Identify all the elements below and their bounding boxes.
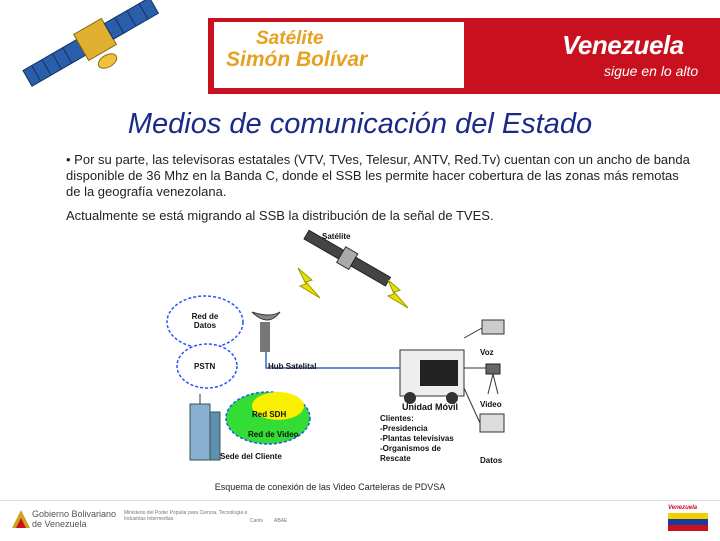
diagram-label-video: Video [480,400,502,409]
footer-gob-line1: Gobierno Bolivariano [32,509,117,519]
footer [0,500,720,541]
network-diagram [160,228,530,478]
diagram-label-satelite: Satélite [322,232,351,241]
venezuela-logo: Venezuela [562,30,684,60]
footer-cantv: Cantv [250,518,264,524]
diagram-clientes-item: -Presidencia [380,424,428,433]
satellite-logo-line1: Satélite [256,28,324,49]
phone-icon [482,320,504,334]
building-icon [190,394,220,460]
diagram-clientes-item: -Organismos de [380,444,441,453]
diagram-label-datos: Datos [480,456,503,465]
van-icon [400,350,464,404]
satellite-dish-icon [252,312,280,352]
diagram-label-hub: Hub Satelital [268,362,317,371]
footer-abae: ABAE [274,518,288,524]
diagram-clientes-title: Clientes: [380,414,414,423]
diagram-label-pstn: PSTN [194,362,216,371]
diagram-label-sede: Sede del Cliente [220,452,282,461]
diagram-clientes-item: -Plantas televisivas [380,434,454,443]
diagram-label-red-datos: Red de Datos [191,312,219,330]
diagram-label-unidad-movil: Unidad Móvil [402,402,458,412]
slide-title: Medios de comunicación del Estado [127,108,593,140]
satellite-logo-line2: Simón Bolívar [226,48,368,71]
footer-venezuela-logo: Venezuela [668,505,698,511]
footer-ministerio: Ministerio del Poder Popular para Ciencia, Tecnología e Industrias Intermedias [124,510,248,522]
diagram-label-voz: Voz [480,348,494,357]
slide-paragraph-1: • Por su parte, las televisoras estatales (VTV, TVes, Telesur, ANTV, Red.Tv) cuentan con un ancho de banda disponible de 36 Mhz en la Banda C, donde el SSB les permite hacer cobertura de las zonas más remotas de la geografía venezolana. [66,152,690,199]
lightning-icon [388,280,408,308]
diagram-label-red-sdh: Red SDH [252,410,287,419]
diagram-clientes-item: Rescate [380,454,411,463]
satellite-icon [0,0,180,110]
venezuela-stars-icon [668,513,708,531]
video-camera-icon [486,364,500,374]
slide-paragraph-2: Actualmente se está migrando al SSB la distribución de la señal de TVES. [66,208,494,223]
venezuela-slogan: sigue en lo alto [604,63,699,79]
footer-gob-line2: de Venezuela [32,519,87,529]
diagram-caption: Esquema de conexión de las Video Carteleras de PDVSA [214,482,446,492]
diagram-label-red-video: Red de Video [248,430,299,439]
government-logo-icon [12,510,30,528]
lightning-icon [298,268,320,298]
computer-icon [480,414,504,432]
